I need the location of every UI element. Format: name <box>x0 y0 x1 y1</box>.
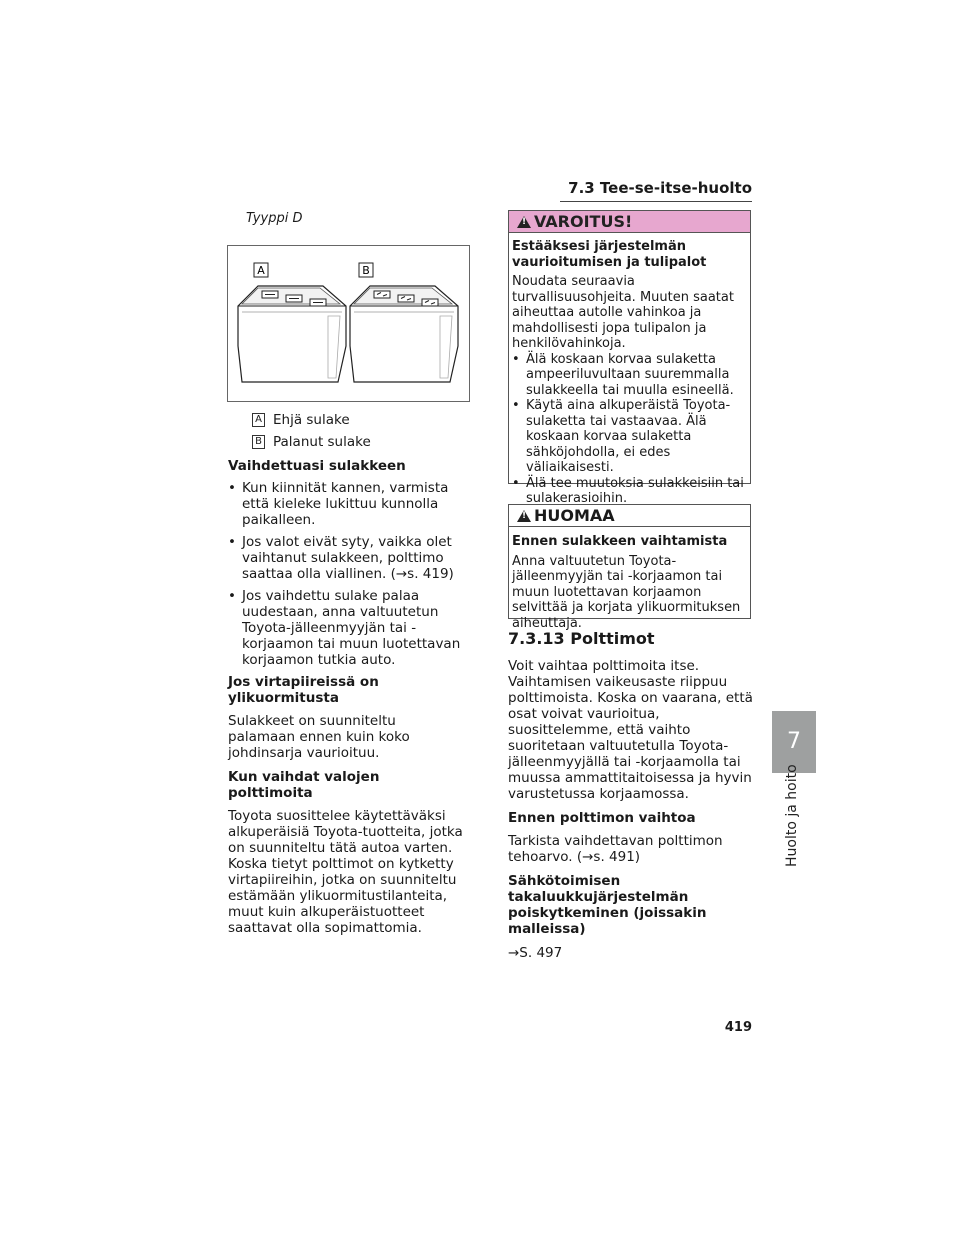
after-replace-section <box>228 458 466 936</box>
bulbs-section <box>508 658 753 961</box>
fuse-illustration <box>228 246 471 403</box>
notice-text: Anna valtuutetun Toyota-jälleenmyyjän tai -korjaamon tai muun luotettavan korjaamon selvittää ja korjata ylikuormituksen aiheuttaja. <box>512 553 741 631</box>
intact-fuse-drawing <box>238 286 346 382</box>
notice-subheading: Ennen sulakkeen vaihtamista <box>512 534 728 549</box>
chapter-label <box>772 764 816 875</box>
legend-text-a: Ehjä sulake <box>273 412 350 428</box>
section-header: 7.3 Tee-se-itse-huolto <box>568 179 752 197</box>
list-item: • Jos valot eivät syty, vaikka olet vaihtanut sulakkeen, polttimo saattaa olla viallinen. (→s. 419) <box>228 534 466 582</box>
legend-text-b: Palanut sulake <box>273 434 371 450</box>
warning-subheading: Estääksesi järjestelmän vaurioitumisen ja tulipalot <box>512 239 707 270</box>
warning-triangle-icon <box>517 216 531 228</box>
notice-body <box>509 527 750 631</box>
blown-fuse-drawing <box>350 286 458 382</box>
after-replace-heading: Vaihdettuasi sulakkeen <box>228 458 406 474</box>
warning-box <box>508 210 751 506</box>
warning-header <box>509 211 750 233</box>
before-replace-heading: Ennen polttimon vaihtoa <box>508 810 696 826</box>
list-item: • Älä tee muutoksia sulakkeisiin tai sulakerasioihin. <box>512 476 746 507</box>
notice-title: HUOMAA <box>534 505 615 525</box>
notice-triangle-icon <box>517 510 531 522</box>
list-item: • Käytä aina alkuperäistä Toyota-sulaketta tai vastaavaa. Älä koskaan korvaa sulaketta sähköjohdolla, ei edes väliaikaisesti. <box>512 398 746 476</box>
tailgate-ref: →S. 497 <box>508 945 563 961</box>
overload-heading: Jos virtapiireissä on ylikuormitusta <box>228 674 379 706</box>
notice-header <box>509 505 750 527</box>
fuse-figure <box>227 245 470 402</box>
warning-list <box>512 352 746 507</box>
tailgate-heading: Sähkötoimisen takaluukkujärjestelmän poiskytkeminen (joissakin malleissa) <box>508 873 707 937</box>
chapter-tab: 7 <box>772 711 816 773</box>
header-divider <box>560 201 752 202</box>
type-caption: Tyyppi D <box>246 211 303 226</box>
section-title-7313: 7.3.13 Polttimot <box>508 629 655 648</box>
figure-label-b: B <box>362 264 370 277</box>
legend-key-b: B <box>252 435 265 449</box>
warning-body <box>509 233 750 507</box>
overload-text: Sulakkeet on suunniteltu palamaan ennen kuin koko johdinsarja vaurioituu. <box>228 713 410 761</box>
bulbs-intro-text: Voit vaihtaa polttimoita itse. Vaihtamisen vaikeusaste riippuu polttimoista. Koska on vaarana, että osat voivat vaurioitua, suosittelemme, että vaihto suoritetaan valtuutetulla Toyota-jälleenmyyjällä tai -korjaamolla tai muussa ammattitaitoisessa ja hyvin varustetussa korjaamossa. <box>508 658 753 802</box>
warning-text: Noudata seuraavia turvallisuusohjeita. Muuten saatat aiheuttaa autolle vahinkoa ja mahdollisesti jopa tulipalon ja henkilövahinkoja. <box>512 274 734 351</box>
list-item: • Kun kiinnität kannen, varmista että kieleke lukittuu kunnolla paikalleen. <box>228 480 466 528</box>
page-number: 419 <box>724 1020 752 1035</box>
figure-label-a: A <box>257 264 265 277</box>
list-item: • Älä koskaan korvaa sulaketta ampeeriluvultaan suuremmalla sulakkeella tai muulla esineellä. <box>512 352 746 399</box>
legend-item-a <box>252 411 350 429</box>
warning-title: VAROITUS! <box>534 211 633 231</box>
bulbs-heading: Kun vaihdat valojen polttimoita <box>228 769 380 801</box>
notice-box <box>508 504 751 631</box>
legend-item-b <box>252 433 371 451</box>
chapter-label-text: Huolto ja hoito <box>784 764 800 867</box>
list-item: • Jos vaihdettu sulake palaa uudestaan, anna valtuutetun Toyota-jälleenmyyjän tai -korjaamon tai muun luotettavan korjaamon tutkia auto. <box>228 588 466 668</box>
before-replace-text: Tarkista vaihdettavan polttimon tehoarvo. (→s. 491) <box>508 833 723 865</box>
legend-key-a: A <box>252 413 265 427</box>
bulbs-text: Toyota suosittelee käytettäväksi alkuperäisiä Toyota-tuotteita, jotka on suunniteltu tätä autoa varten. Koska tietyt polttimot on kytketty virtapiireihin, jotka on suunniteltu estämään ylikuormitustilanteita, muut kuin alkuperäistuotteet saattavat olla sopimattomia. <box>228 808 463 936</box>
